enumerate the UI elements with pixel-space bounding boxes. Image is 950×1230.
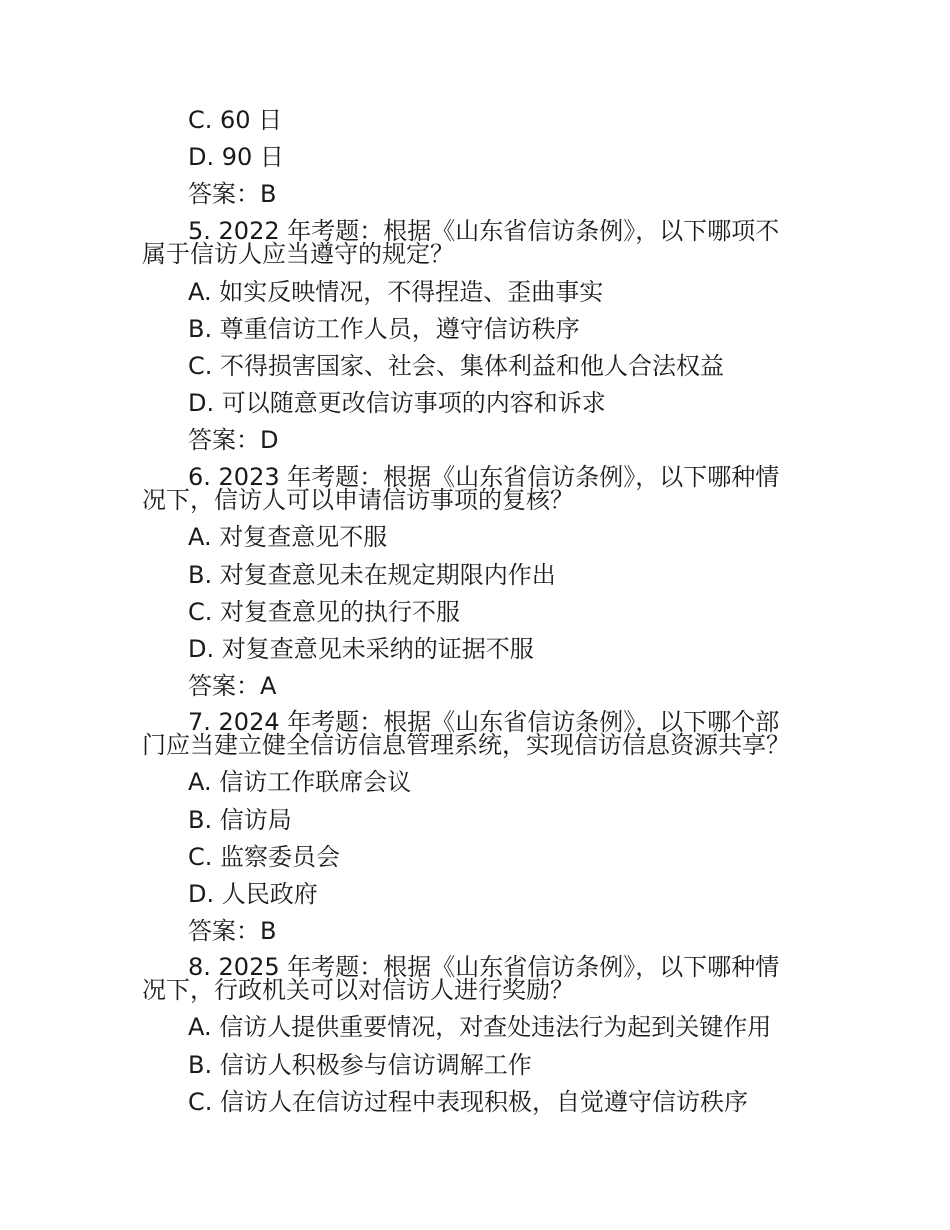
answer-6: 答案：A <box>188 672 277 700</box>
answer-5: 答案：D <box>188 426 279 454</box>
question-8: 8. 2025 年考题：根据《山东省信访条例》，以下哪种情况下，行政机关可以对信访人进行奖励？ <box>142 953 780 1004</box>
q8-option-a: A. 信访人提供重要情况，对查处违法行为起到关键作用 <box>188 1013 772 1041</box>
q5-option-a: A. 如实反映情况，不得捏造、歪曲事实 <box>188 278 604 306</box>
q7-option-c: C. 监察委员会 <box>188 843 341 871</box>
question-5: 5. 2022 年考题：根据《山东省信访条例》，以下哪项不属于信访人应当遵守的规定？ <box>142 217 780 268</box>
question-7: 7. 2024 年考题：根据《山东省信访条例》，以下哪个部门应当建立健全信访信息管理系统，实现信访信息资源共享？ <box>142 708 790 759</box>
answer-4: 答案：B <box>188 180 277 208</box>
answer-7: 答案：B <box>188 917 277 945</box>
option-c-60-days: C. 60 日 <box>188 106 283 134</box>
q7-option-a: A. 信访工作联席会议 <box>188 768 412 796</box>
q6-option-b: B. 对复查意见未在规定期限内作出 <box>188 561 556 589</box>
q8-option-b: B. 信访人积极参与信访调解工作 <box>188 1051 532 1079</box>
q5-option-c: C. 不得损害国家、社会、集体利益和他人合法权益 <box>188 352 725 380</box>
q5-option-b: B. 尊重信访工作人员，遵守信访秩序 <box>188 315 580 343</box>
q5-option-d: D. 可以随意更改信访事项的内容和诉求 <box>188 389 606 417</box>
q8-option-c: C. 信访人在信访过程中表现积极，自觉遵守信访秩序 <box>188 1088 749 1116</box>
q6-option-d: D. 对复查意见未采纳的证据不服 <box>188 635 534 663</box>
q7-option-b: B. 信访局 <box>188 806 292 834</box>
q6-option-a: A. 对复查意见不服 <box>188 523 388 551</box>
option-d-90-days: D. 90 日 <box>188 143 284 171</box>
question-6: 6. 2023 年考题：根据《山东省信访条例》，以下哪种情况下，信访人可以申请信访事项的复核？ <box>142 463 780 514</box>
q7-option-d: D. 人民政府 <box>188 880 318 908</box>
q6-option-c: C. 对复查意见的执行不服 <box>188 598 461 626</box>
